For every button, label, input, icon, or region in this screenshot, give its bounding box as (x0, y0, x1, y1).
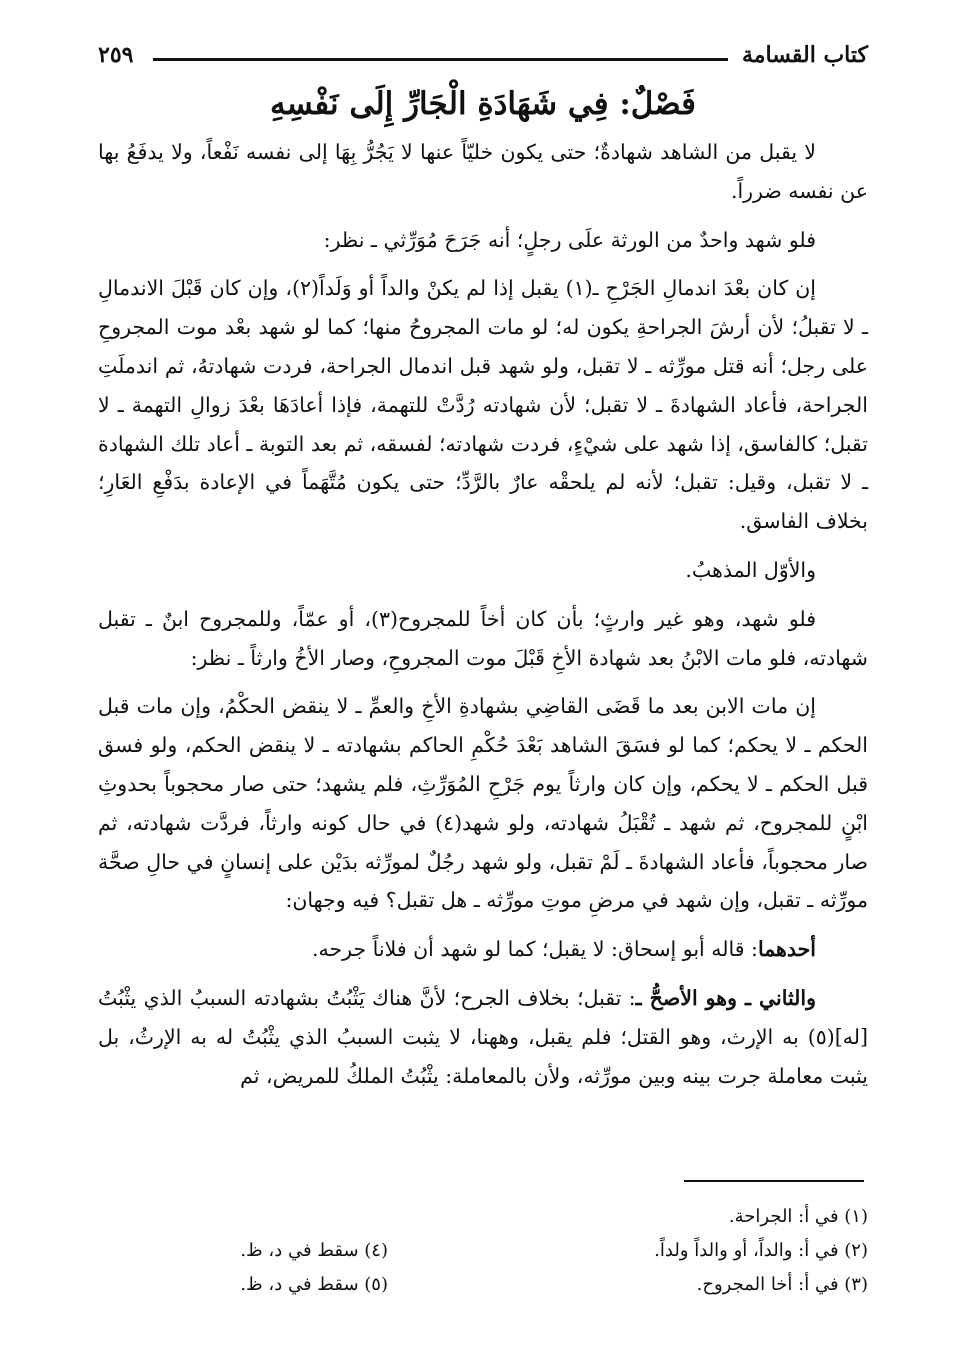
paragraph: إن مات الابن بعد ما قَضَى القاضِي بشهادةِ الأخِ والعمِّ ـ لا ينقض الحكْمُ، وإن مات قبل الحكم ـ لا يحكم؛ كما لو فسَقَ الشاهد بَعْدَ حُكْمِ الحاكم بشهادته ـ لا ينقض الحكم، ولو فسق قبل الحكم ـ لا يحكم، وإن كان وارثاً يوم جَرْحِ المُوَرِّثِ، فلم يشهد؛ حتى صار محجوباً بحدوثِ ابْنٍ للمجروح، ثم شهد ـ تُقْبَلُ شهادته، ولو شهد(٤) في حال كونه وارثاً، فردَّت شهادته، ثم صار محجوباً، فأعاد الشهادةَ ـ لَمْ تقبل، ولو شهد رجُلٌ لمورِّثه بدَيْن على إنسانٍ في حالِ صحَّة مورِّثه ـ تقبل، وإن شهد في مرضِ موتِ مورِّثه ـ هل تقبل؟ فيه وجهان: (98, 694, 868, 913)
second-view-label: والثاني ـ وهو الأصحُّ ـ (635, 985, 817, 1010)
footnote-3: (٣) في أ: أخا المجروح. (696, 1274, 868, 1295)
book-title: كتاب القسامة (741, 42, 868, 68)
footnote-2: (٢) في أ: والداً، أو والداً ولداً. (654, 1240, 868, 1261)
body-text (98, 133, 868, 1105)
footnote-4: (٤) سقط في د، ظ. (240, 1240, 388, 1261)
page-number: ٢٥٩ (98, 42, 134, 68)
section-heading: فَصْلٌ: فِي شَهَادَةِ الْجَارِّ إِلَى نَفْسِهِ (270, 86, 696, 122)
second-view-text: : تقبل؛ بخلاف الجرح؛ لأنَّ هناك يَثْبُتُ بشهادته السببُ الذي يثْبُتُ [له](٥) به الإرث، وهو القتل؛ فلم يقبل، وههنا، لا يثبت السببُ الذي يثْبُتُ له به الإرثُ، بل يثبت معاملة جرت بينه وبين مورِّثه، ولأن بالمعاملة: يثْبُتُ الملكُ للمريض، ثم (98, 985, 868, 1088)
first-view-text: : قاله أبو إسحاق: لا يقبل؛ كما لو شهد أن فلاناً جرحه. (311, 937, 758, 962)
header-rule (153, 58, 728, 61)
paragraph: فلو شهد، وهو غير وارثٍ؛ بأن كان أخاً للمجروح(٣)، أو عمّاً، وللمجروح ابنٌ ـ تقبل شهادته، فلو مات الابْنُ بعد شهادة الأخِ قَبْلَ موت المجروحِ، وصار الأخُ وارثاً ـ نظر: (98, 606, 868, 670)
paragraph: فلو شهد واحدٌ من الورثة علَى رجلٍ؛ أنه جَرَحَ مُوَرِّثي ـ نظر: (323, 227, 816, 252)
paragraph-second-view (98, 979, 868, 1095)
paragraph: والأوّل المذهبُ. (685, 557, 816, 582)
paragraph: لا يقبل من الشاهد شهادةٌ؛ حتى يكون خليّاً عنها لا يَجُرُّ بِهَا إلى نفسه نَفْعاً، ولا يدفَعُ بها عن نفسه ضرراً. (98, 140, 868, 203)
footnotes-right-column (488, 1200, 868, 1302)
first-view-label: أحدهما (757, 937, 816, 962)
footnotes-left-column (128, 1234, 388, 1302)
paragraph: إن كان بعْدَ اندمالِ الجَرْحِ ـ(١) يقبل إذا لم يكنْ والداً أو وَلَداً(٢)، وإن كان قَبْلَ الاندمالِ ـ لا تقبلُ؛ لأن أرشَ الجراحةِ يكون له؛ لو مات المجروحُ منها؛ كما لو شهد بعْد موت المجروحِ على رجل؛ أنه قتل مورِّثه ـ لا تقبل، ولو شهد قبل اندمال الجراحة، فردت شهادتهُ، ثم اندملَتِ الجراحة، فأعاد الشهادةَ ـ لا تقبل؛ لأن شهادته رُدَّتْ للتهمة، فإذا أعادَهَا بعْدَ زوالِ التهمة ـ لا تقبل؛ كالفاسق، إذا شهد على شيْءٍ، فردت شهادته؛ لفسقه، ثم بعد التوبة ـ أعاد تلك الشهادة ـ لا تقبل، وقيل: تقبل؛ لأنه لم يلحقْه عارٌ بالرَّدِّ؛ حتى يكون مُتَّهَماً في الإعادة بدَفْعِ العَارِ؛ بخلاف الفاسق. (98, 276, 868, 534)
footnote-rule (684, 1180, 864, 1182)
paragraph-first-view (98, 930, 868, 969)
footnote-5: (٥) سقط في د، ظ. (240, 1274, 388, 1295)
page-header (98, 36, 868, 76)
footnote-1: (١) في أ: الجراحة. (728, 1206, 868, 1227)
